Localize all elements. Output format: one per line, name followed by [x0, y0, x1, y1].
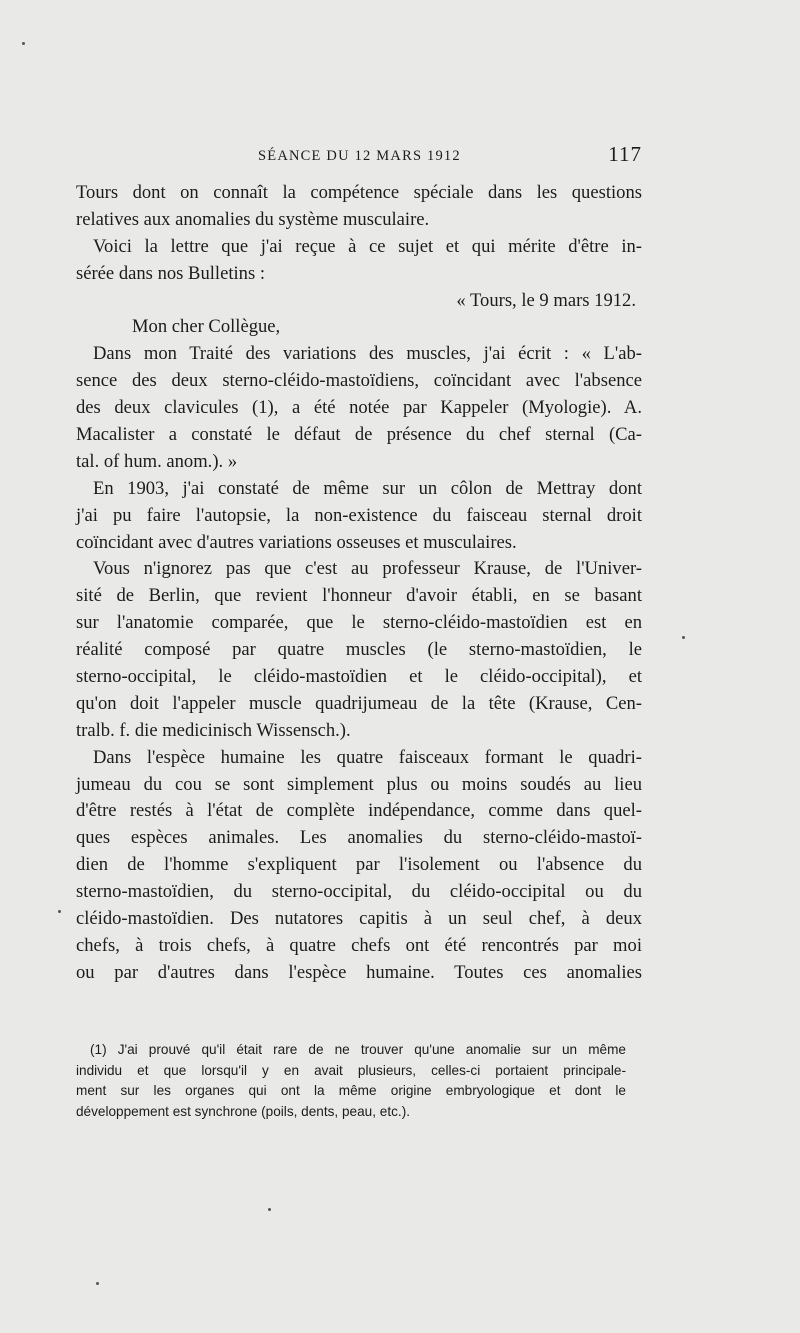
- text-line: relatives aux anomalies du système musculaire.: [76, 208, 430, 230]
- footnote-line: (1) J'ai prouvé qu'il était rare de ne trouver qu'une anomalie sur un même: [90, 1042, 626, 1057]
- text-line: d'être restés à l'état de complète indépendance, comme dans quel-: [76, 800, 642, 822]
- paper-speck: [22, 42, 25, 45]
- text-line: Tours dont on connaît la compétence spéciale dans les questions: [76, 182, 642, 203]
- running-head: SÉANCE DU 12 MARS 1912: [258, 148, 461, 164]
- letter-salutation: Mon cher Collègue,: [132, 316, 281, 338]
- letter-dateline: « Tours, le 9 mars 1912.: [456, 289, 636, 311]
- text-line: des deux clavicules (1), a été notée par Kappeler (Myologie). A.: [76, 397, 642, 419]
- text-line: Dans mon Traité des variations des muscles, j'ai écrit : « L'ab-: [93, 343, 642, 365]
- text-line: qu'on doit l'appeler muscle quadrijumeau de la tête (Krause, Cen-: [76, 692, 642, 714]
- text-line: sence des deux sterno-cléido-mastoïdiens, coïncidant avec l'absence: [76, 370, 642, 392]
- paper-speck: [682, 636, 685, 639]
- text-line: cléido-mastoïdien. Des nutatores capitis à un seul chef, à deux: [76, 908, 642, 930]
- text-line: Dans l'espèce humaine les quatre faisceaux formant le quadri-: [93, 746, 642, 768]
- paper-speck: [58, 910, 61, 913]
- text-line: coïncidant avec d'autres variations osseuses et musculaires.: [76, 531, 517, 553]
- text-line: tal. of hum. anom.). »: [76, 450, 238, 472]
- paper-speck: [96, 1282, 99, 1285]
- footnote-line: développement est synchrone (poils, dents, peau, etc.).: [76, 1103, 410, 1119]
- text-line: tralb. f. die medicinisch Wissensch.).: [76, 719, 351, 741]
- text-line: ques espèces animales. Les anomalies du sterno-cléido-mastoï-: [76, 827, 642, 849]
- text-line: jumeau du cou se sont simplement plus ou moins soudés au lieu: [76, 773, 642, 795]
- footnote-line: individu et que lorsqu'il y en avait plusieurs, celles-ci portaient principale-: [76, 1062, 626, 1078]
- text-line: j'ai pu faire l'autopsie, la non-existence du faisceau sternal droit: [76, 504, 642, 526]
- page-header: [72, 140, 642, 170]
- text-line: sterno-occipital, le cléido-mastoïdien et le cléido-occipital), et: [76, 666, 642, 688]
- text-line: dien de l'homme s'expliquent par l'isolement ou l'absence du: [76, 854, 642, 876]
- text-line: Voici la lettre que j'ai reçue à ce sujet et qui mérite d'être in-: [93, 235, 642, 257]
- footnote-line: ment sur les organes qui ont la même origine embryologique et dont le: [76, 1083, 626, 1098]
- text-line: Macalister a constaté le défaut de présence du chef sternal (Ca-: [76, 424, 642, 446]
- footnote: [76, 1040, 626, 1122]
- text-line: sérée dans nos Bulletins :: [76, 262, 266, 284]
- text-line: En 1903, j'ai constaté de même sur un côlon de Mettray dont: [93, 477, 642, 499]
- page-number: 117: [608, 142, 642, 166]
- text-line: sité de Berlin, que revient l'honneur d'avoir établi, en se basant: [76, 585, 642, 607]
- text-line: sur l'anatomie comparée, que le sterno-cléido-mastoïdien est en: [76, 612, 642, 634]
- body-text: [76, 180, 642, 987]
- text-line: réalité composé par quatre muscles (le sterno-mastoïdien, le: [76, 639, 642, 661]
- text-line: sterno-mastoïdien, du sterno-occipital, du cléido-occipital ou du: [76, 881, 642, 903]
- text-line: ou par d'autres dans l'espèce humaine. Toutes ces anomalies: [76, 961, 642, 983]
- paper-speck: [268, 1208, 271, 1211]
- text-line: chefs, à trois chefs, à quatre chefs ont été rencontrés par moi: [76, 934, 642, 956]
- text-line: Vous n'ignorez pas que c'est au professeur Krause, de l'Univer-: [93, 558, 642, 580]
